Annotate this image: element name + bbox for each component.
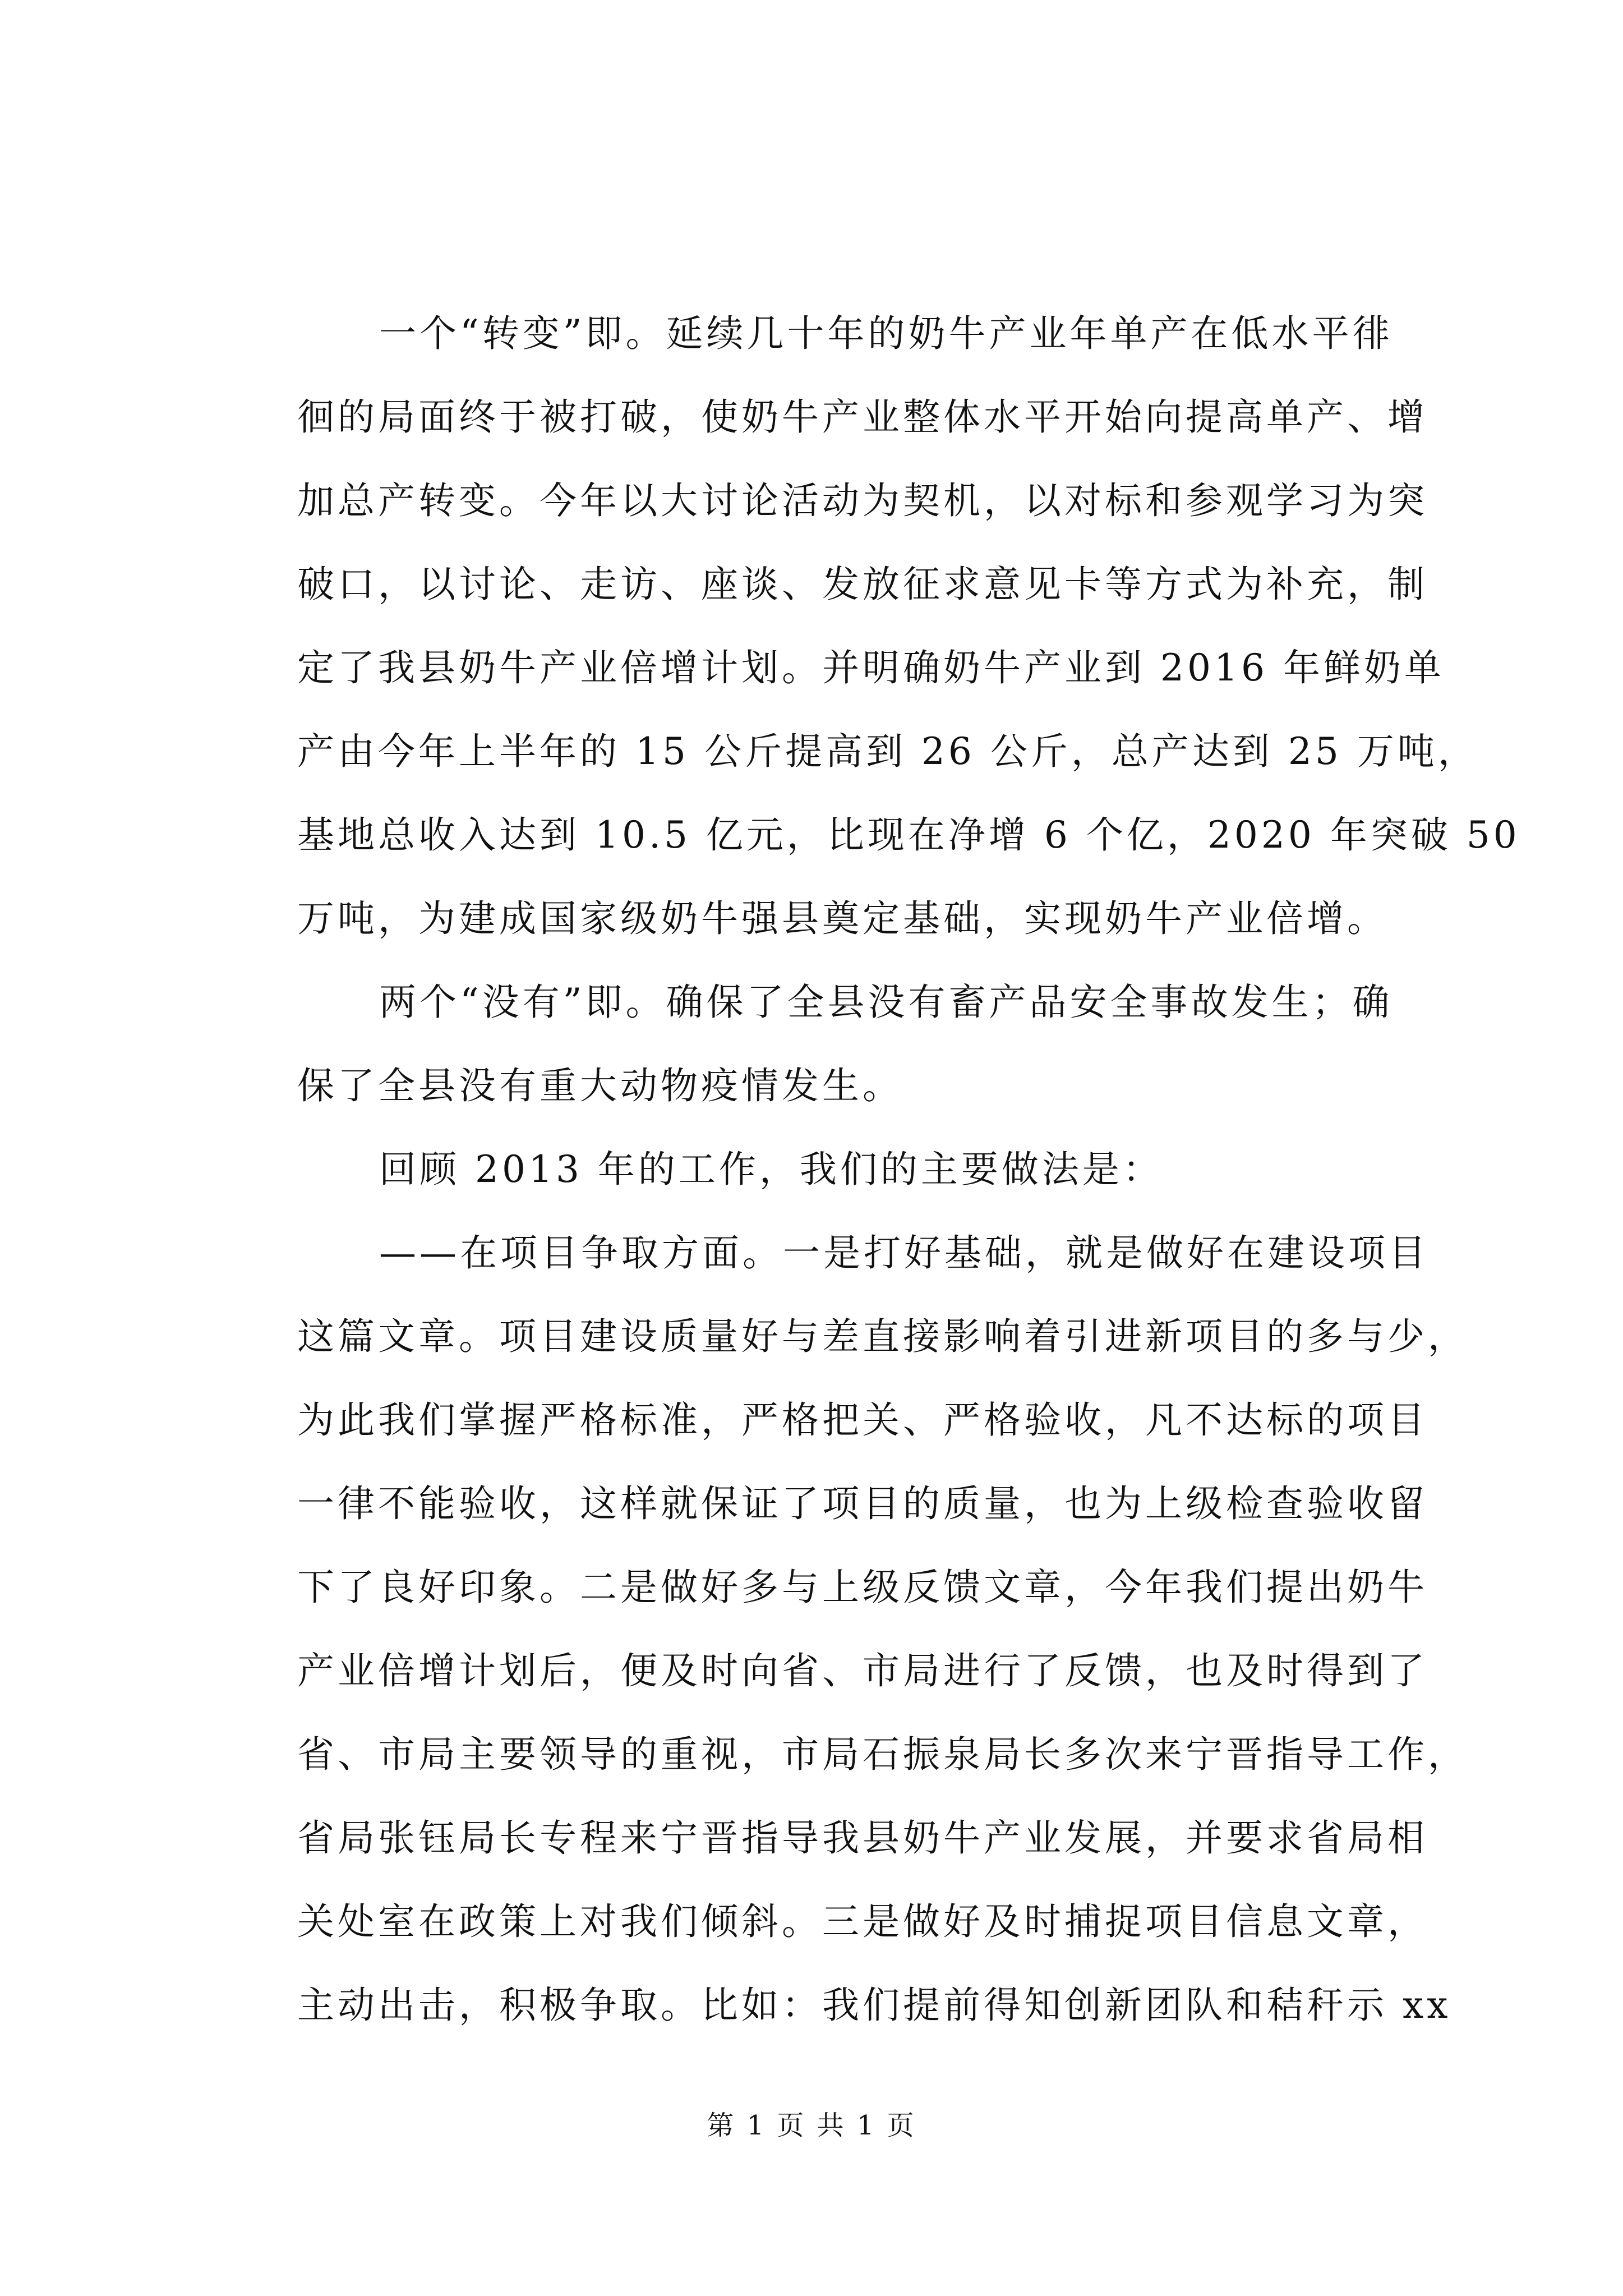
text-line: 两个“没有”即。确保了全县没有畜产品安全事故发生；确 [298,981,1393,1024]
text-line: 万吨，为建成国家级奶牛强县奠定基础，实现奶牛产业倍增。 [297,897,1387,940]
text-line: ——在项目争取方面。一是打好基础，就是做好在建设项目 [298,1231,1429,1274]
text-line: 回顾 2013 年的工作，我们的主要做法是： [298,1148,1163,1191]
text-line: 破口，以讨论、走访、座谈、发放征求意见卡等方式为补充，制 [297,563,1428,606]
text-line: 一律不能验收，这样就保证了项目的质量，也为上级检查验收留 [297,1482,1428,1525]
text-line: 这篇文章。项目建设质量好与差直接影响着引进新项目的多与少， [297,1315,1468,1358]
page-footer [0,2104,1623,2142]
text-line: 下了良好印象。二是做好多与上级反馈文章，今年我们提出奶牛 [297,1566,1428,1609]
text-line: 主动出击，积极争取。比如：我们提前得知创新团队和秸秆示 xx [297,1984,1451,2027]
text-line: 省局张钰局长专程来宁晋指导我县奶牛产业发展，并要求省局相 [297,1816,1428,1860]
document-body [297,292,1520,2047]
text-line: 一个“转变”即。延续几十年的奶牛产业年单产在低水平徘 [298,312,1393,355]
text-line: 为此我们掌握严格标准，严格把关、严格验收，凡不达标的项目 [297,1398,1428,1442]
text-line: 产由今年上半年的 15 公斤提高到 26 公斤，总产达到 25 万吨， [297,730,1478,773]
text-line: 省、市局主要领导的重视，市局石振泉局长多次来宁晋指导工作， [297,1733,1468,1776]
text-line: 定了我县奶牛产业倍增计划。并明确奶牛产业到 2016 年鲜奶单 [297,646,1445,689]
text-line: 保了全县没有重大动物疫情发生。 [297,1064,903,1107]
text-line: 关处室在政策上对我们倾斜。三是做好及时捕捉项目信息文章， [297,1900,1428,1943]
page-number-label: 第 1 页 共 1 页 [707,2110,916,2141]
text-line: 产业倍增计划后，便及时向省、市局进行了反馈，也及时得到了 [297,1649,1428,1692]
text-line: 基地总收入达到 10.5 亿元，比现在净增 6 个亿，2020 年突破 50 [297,813,1520,857]
text-line: 徊的局面终于被打破，使奶牛产业整体水平开始向提高单产、增 [297,395,1428,439]
text-line: 加总产转变。今年以大讨论活动为契机，以对标和参观学习为突 [297,479,1428,522]
